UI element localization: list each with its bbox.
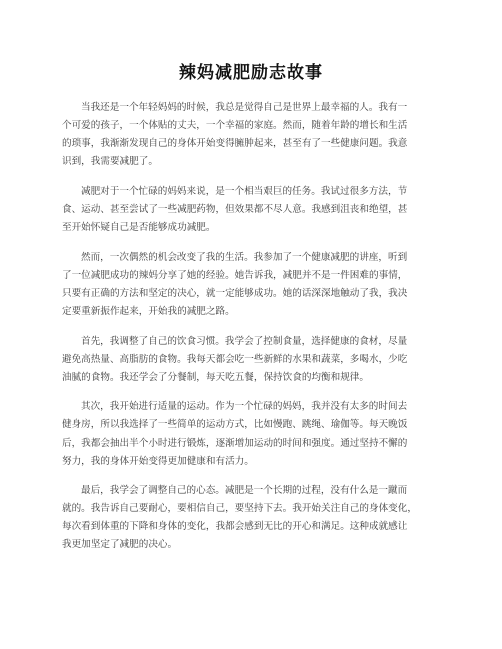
text-line: 每次看到体重的下降和身体的变化，我都会感到无比的开心和满足。这种成就感让 xyxy=(62,521,408,533)
text-line: 然而，一次偶然的机会改变了我的生活。我参加了一个健康减肥的讲座，听到 xyxy=(81,251,408,263)
document-title: 辣妈减肥励志故事 xyxy=(179,63,323,83)
paragraph-3 xyxy=(62,249,444,321)
text-line: 避免高热量、高脂肪的食物。我每天都会吃一些新鲜的水果和蔬菜，多喝水，少吃 xyxy=(62,353,408,365)
text-line: 食、运动、甚至尝试了一些减肥药物，但效果都不尽人意。我感到沮丧和绝望，甚 xyxy=(62,203,408,215)
paragraph-2 xyxy=(62,183,444,237)
text-line: 定要重新振作起来，开始我的减肥之路。 xyxy=(62,305,235,317)
text-line: 了一位减肥成功的辣妈分享了她的经验。她告诉我，减肥并不是一件困难的事情， xyxy=(62,269,408,281)
text-line: 努力，我的身体开始变得更加健康和有活力。 xyxy=(62,455,254,467)
text-line: 我更加坚定了减肥的决心。 xyxy=(62,539,178,551)
text-line: 的琐事，我渐渐发现自己的身体开始变得臃肿起来，甚至有了一些健康问题。我意 xyxy=(62,138,408,150)
text-line: 首先，我调整了自己的饮食习惯。我学会了控制食量，选择健康的食材，尽量 xyxy=(81,335,408,347)
document-body xyxy=(62,99,444,566)
text-line: 当我还是一个年轻妈妈的时候，我总是觉得自己是世界上最幸福的人。我有一 xyxy=(81,102,408,113)
text-line: 其次，我开始进行适量的运动。作为一个忙碌的妈妈，我并没有太多的时间去 xyxy=(81,401,408,413)
text-line: 减肥对于一个忙碌的妈妈来说，是一个相当艰巨的任务。我试过很多方法，节 xyxy=(81,185,408,197)
text-line: 油腻的食物。我还学会了分餐制，每天吃五餐，保持饮食的均衡和规律。 xyxy=(62,371,369,383)
text-line: 识到，我需要减肥了。 xyxy=(62,156,158,168)
text-line: 就的。我告诉自己要耐心，要相信自己，要坚持下去。我开始关注自己的身体变化， xyxy=(62,503,417,515)
paragraph-5 xyxy=(62,398,444,470)
text-line: 至开始怀疑自己是否能够成功减肥。 xyxy=(62,222,216,234)
paragraph-6 xyxy=(62,482,444,554)
paragraph-1 xyxy=(62,99,444,171)
text-line: 健身房，所以我选择了一些简单的运动方式，比如慢跑、跳绳、瑜伽等。每天晚饭 xyxy=(62,419,408,431)
text-line: 个可爱的孩子，一个体贴的丈夫，一个幸福的家庭。然而，随着年龄的增长和生活 xyxy=(62,120,408,132)
text-line: 最后，我学会了调整自己的心态。减肥是一个长期的过程，没有什么是一蹴而 xyxy=(81,485,408,497)
text-line: 只要有正确的方法和坚定的决心，就一定能够成功。她的话深深地触动了我，我决 xyxy=(62,287,408,299)
paragraph-4 xyxy=(62,333,444,387)
text-line: 后，我都会抽出半个小时进行锻炼，逐渐增加运动的时间和强度。通过坚持不懈的 xyxy=(62,437,408,449)
